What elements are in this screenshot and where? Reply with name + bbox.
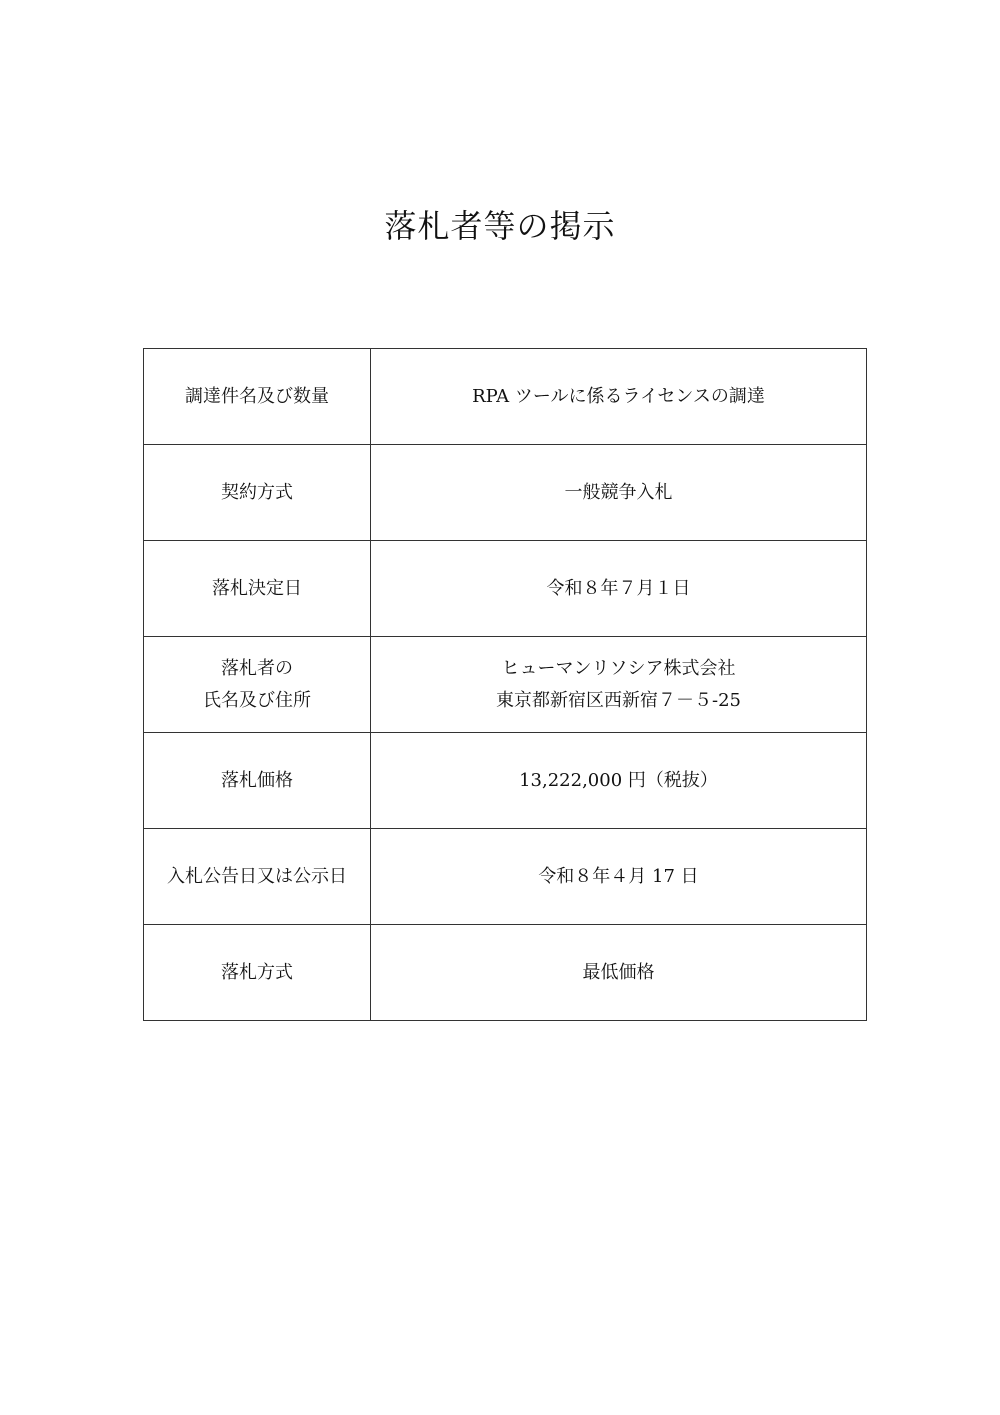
row-value: 令和８年７月１日 (371, 541, 867, 637)
row-value: RPA ツールに係るライセンスの調達 (371, 349, 867, 445)
table-row-announcement-date (144, 829, 867, 925)
row-label-line: 氏名及び住所 (203, 689, 311, 711)
table-row-procurement-item (144, 349, 867, 445)
row-label: 落札方式 (144, 925, 371, 1021)
winner-name: ヒューマンリソシア株式会社 (501, 657, 736, 679)
row-value (371, 637, 867, 733)
table-row-award-price (144, 733, 867, 829)
table-row-contract-method (144, 445, 867, 541)
table-row-award-method (144, 925, 867, 1021)
row-value: 最低価格 (371, 925, 867, 1021)
award-notice-table (143, 348, 867, 1021)
row-value: 13,222,000 円（税抜） (371, 733, 867, 829)
page-title: 落札者等の掲示 (384, 207, 616, 245)
row-label (144, 637, 371, 733)
table-row-award-date (144, 541, 867, 637)
row-label: 落札決定日 (144, 541, 371, 637)
table-row-winner (144, 637, 867, 733)
row-value: 令和８年４月 17 日 (371, 829, 867, 925)
row-value: 一般競争入札 (371, 445, 867, 541)
winner-address: 東京都新宿区西新宿７－５-25 (496, 689, 741, 711)
row-label: 契約方式 (144, 445, 371, 541)
row-label: 入札公告日又は公示日 (144, 829, 371, 925)
row-label: 落札価格 (144, 733, 371, 829)
row-label: 調達件名及び数量 (144, 349, 371, 445)
row-label-line: 落札者の (221, 657, 293, 679)
